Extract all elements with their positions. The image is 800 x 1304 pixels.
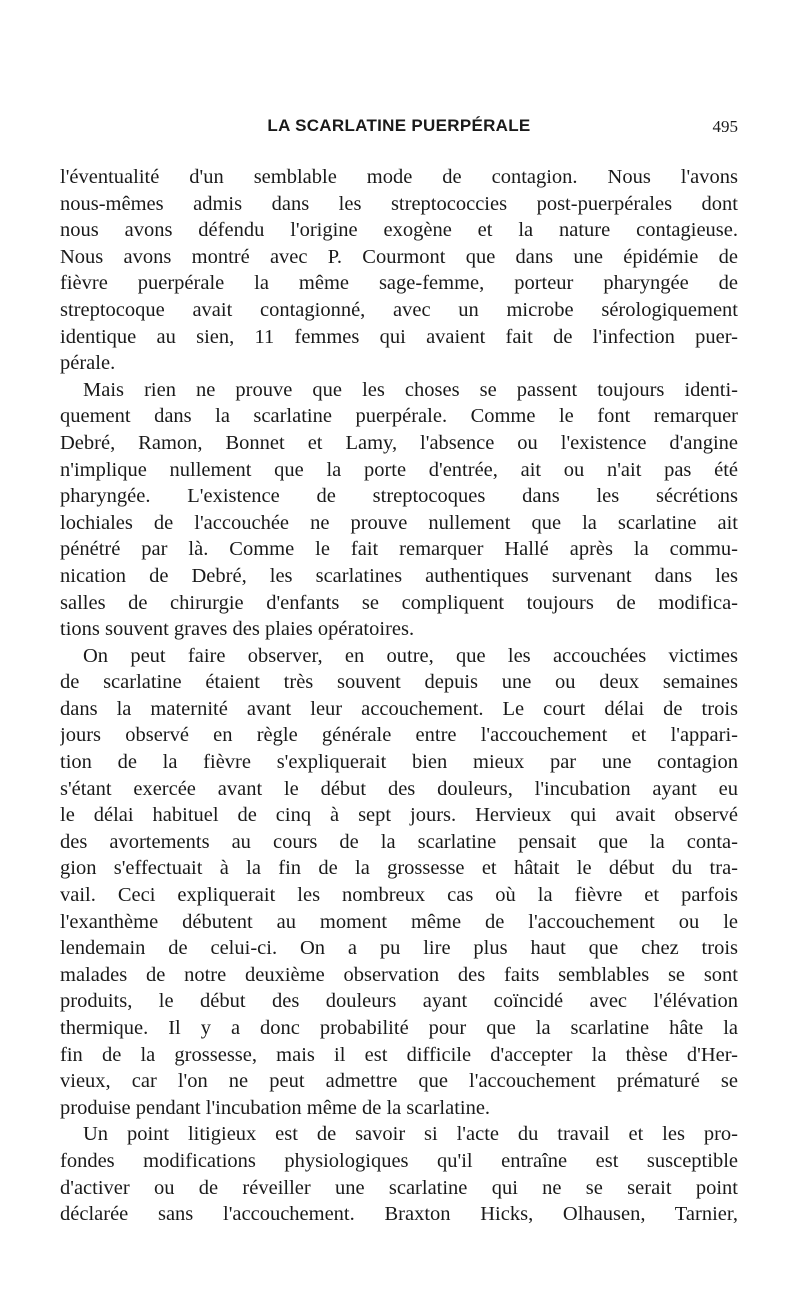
page-header — [60, 116, 738, 140]
text-line: nous-mêmes admis dans les streptococcies post-puerpérales dont — [60, 192, 738, 215]
text-line: Nous avons montré avec P. Courmont que dans une épidémie de — [60, 245, 738, 268]
text-line: vail. Ceci expliquerait les nombreux cas où la fièvre et parfois — [60, 884, 738, 907]
text-line: de scarlatine étaient très souvent depuis une ou deux semaines — [60, 671, 738, 694]
page-number: 495 — [712, 117, 738, 136]
text-line: produits, le début des douleurs ayant coïncidé avec l'élévation — [60, 990, 738, 1013]
text-line: gion s'effectuait à la fin de la grossesse et hâtait le début du tra- — [60, 857, 738, 880]
text-line: des avortements au cours de la scarlatine pensait que la conta- — [60, 830, 738, 853]
text-line: tion de la fièvre s'expliquerait bien mieux par une contagion — [60, 751, 738, 774]
text-line: s'étant exercée avant le début des douleurs, l'incubation ayant eu — [60, 777, 738, 800]
text-line: vieux, car l'on ne peut admettre que l'accouchement prématuré se — [60, 1070, 738, 1093]
text-line: fièvre puerpérale la même sage-femme, porteur pharyngée de — [60, 272, 738, 295]
text-line: nous avons défendu l'origine exogène et la nature contagieuse. — [60, 219, 738, 242]
text-line: pharyngée. L'existence de streptocoques dans les sécrétions — [60, 485, 738, 508]
text-line: nication de Debré, les scarlatines authentiques survenant dans les — [60, 564, 738, 587]
text-line: l'éventualité d'un semblable mode de contagion. Nous l'avons — [60, 166, 738, 188]
text-line: Mais rien ne prouve que les choses se passent toujours identi- — [83, 378, 738, 401]
text-line: fin de la grossesse, mais il est difficile d'accepter la thèse d'Her- — [60, 1043, 738, 1066]
text-line: salles de chirurgie d'enfants se compliquent toujours de modifica- — [60, 591, 738, 614]
text-line: dans la maternité avant leur accouchement. Le court délai de trois — [60, 697, 738, 720]
text-line: l'exanthème débutent au moment même de l'accouchement ou le — [60, 910, 738, 933]
text-line: pérale. — [60, 352, 116, 375]
text-line: thermique. Il y a donc probabilité pour que la scarlatine hâte la — [60, 1017, 738, 1039]
body-text — [60, 164, 738, 1274]
text-line: On peut faire observer, en outre, que les accouchées victimes — [83, 644, 738, 667]
text-line: Un point litigieux est de savoir si l'acte du travail et les pro- — [83, 1123, 738, 1146]
text-line: streptocoque avait contagionné, avec un microbe sérologiquement — [60, 298, 738, 321]
running-title: LA SCARLATINE PUERPÉRALE — [267, 116, 531, 135]
text-line: identique au sien, 11 femmes qui avaient fait de l'infection puer- — [60, 325, 738, 348]
text-line: lochiales de l'accouchée ne prouve nullement que la scarlatine ait — [60, 511, 738, 534]
text-line: fondes modifications physiologiques qu'il entraîne est susceptible — [60, 1149, 738, 1172]
text-line: pénétré par là. Comme le fait remarquer Hallé après la commu- — [60, 538, 738, 561]
text-line: déclarée sans l'accouchement. Braxton Hicks, Olhausen, Tarnier, — [60, 1203, 738, 1226]
text-line: tions souvent graves des plaies opératoires. — [60, 618, 415, 641]
text-line: malades de notre deuxième observation des faits semblables se sont — [60, 963, 738, 986]
text-line: Debré, Ramon, Bonnet et Lamy, l'absence ou l'existence d'angine — [60, 431, 738, 454]
text-line: jours observé en règle générale entre l'accouchement et l'appari- — [60, 724, 738, 747]
text-line: produise pendant l'incubation même de la scarlatine. — [60, 1096, 491, 1119]
text-line: lendemain de celui-ci. On a pu lire plus haut que chez trois — [60, 937, 738, 960]
text-line: d'activer ou de réveiller une scarlatine qui ne se serait point — [60, 1176, 738, 1199]
text-line: n'implique nullement que la porte d'entrée, ait ou n'ait pas été — [60, 458, 738, 481]
text-line: le délai habituel de cinq à sept jours. Hervieux qui avait observé — [60, 804, 738, 827]
text-line: quement dans la scarlatine puerpérale. Comme le font remarquer — [60, 405, 738, 428]
